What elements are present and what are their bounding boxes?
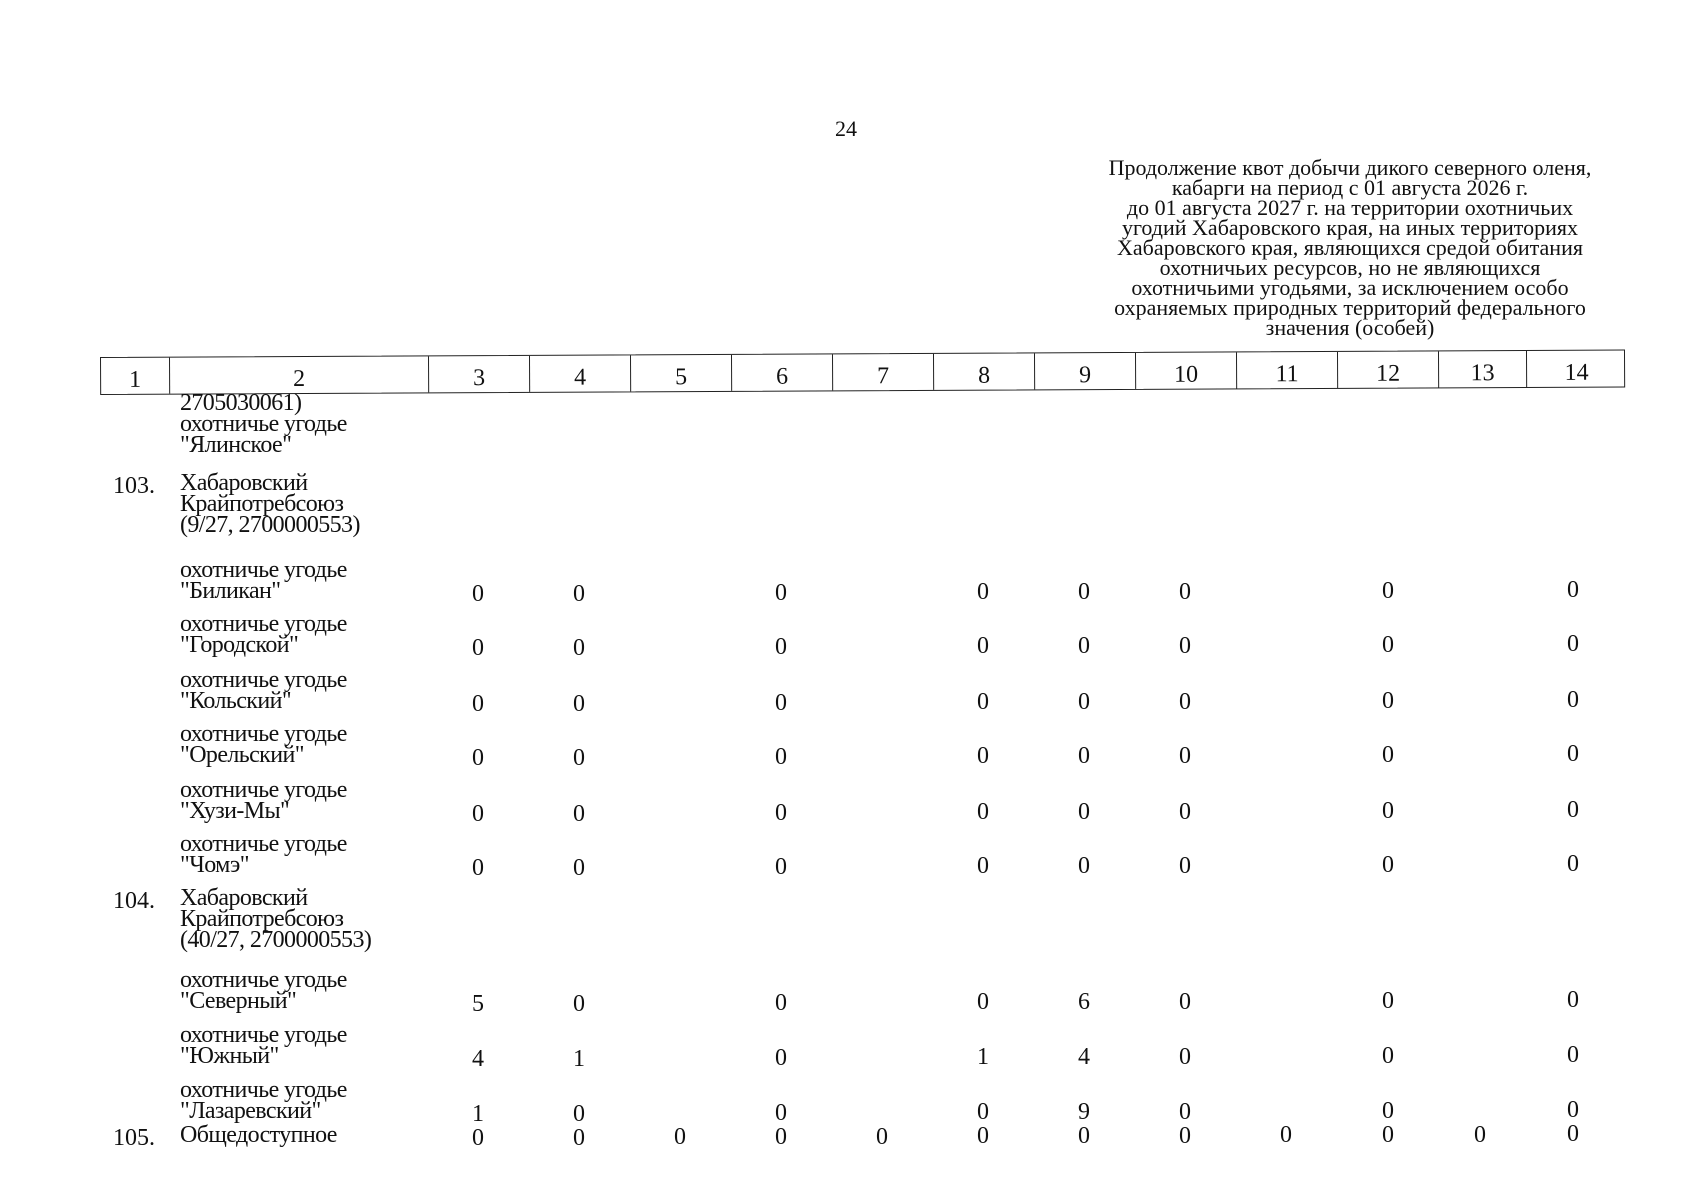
cell-col-8: 0: [977, 633, 989, 660]
cell-col-9: 0: [1078, 632, 1090, 659]
caption-line: охотничьими угодьями, за исключением особо: [1131, 275, 1569, 300]
row-name-line: "Южный": [180, 1043, 279, 1069]
row-name-line: (40/27, 2700000553): [180, 927, 372, 953]
row-name-line: охотничье угодье: [180, 1077, 347, 1103]
cell-col-4: 0: [573, 800, 585, 827]
cell-col-4: 0: [573, 1124, 585, 1151]
cell-col-9: 0: [1078, 1122, 1090, 1149]
cell-col-4: 0: [573, 1100, 585, 1127]
cell-col-4: 0: [573, 690, 585, 717]
cell-col-14: 0: [1567, 1042, 1579, 1069]
row-name-line: "Хузи-Мы": [180, 798, 290, 824]
caption-line: кабарги на период с 01 августа 2026 г.: [1171, 175, 1529, 200]
row-name-line: "Орельский": [180, 742, 304, 768]
column-header-4: 4: [529, 355, 630, 391]
row-name: [180, 967, 347, 1014]
cell-col-14: 0: [1567, 1121, 1579, 1148]
cell-col-8: 0: [977, 989, 989, 1016]
cell-col-6: 0: [775, 853, 787, 880]
column-header-2: 2: [169, 356, 428, 393]
row-name: [180, 1077, 347, 1124]
cell-col-14: 0: [1567, 741, 1579, 768]
cell-col-8: 0: [977, 689, 989, 716]
cell-col-9: 0: [1078, 852, 1090, 879]
row-name-line: Крайпотребсоюз: [180, 491, 344, 517]
cell-col-6: 0: [775, 743, 787, 770]
cell-col-8: 0: [977, 1123, 989, 1150]
cell-col-3: 1: [472, 1101, 484, 1127]
row-name: [180, 1022, 347, 1069]
cell-col-10: 0: [1179, 1098, 1191, 1125]
column-header-9: 9: [1034, 353, 1135, 389]
column-header-6: 6: [731, 354, 832, 390]
row-name-line: охотничье угодье: [180, 411, 347, 437]
cell-col-12: 0: [1382, 577, 1394, 604]
row-name-line: охотничье угодье: [180, 557, 347, 583]
row-name-line: "Биликан": [180, 578, 281, 604]
caption-line: угодий Хабаровского края, на иных территориях: [1121, 215, 1579, 240]
cell-col-3: 5: [472, 991, 484, 1017]
cell-col-12: 0: [1382, 631, 1394, 658]
caption-line: охраняемых природных территорий федерального: [1114, 295, 1586, 320]
row-number: 105.: [113, 1125, 155, 1151]
cell-col-12: 0: [1382, 1097, 1394, 1124]
cell-col-8: 0: [977, 579, 989, 606]
cell-col-9: 0: [1078, 578, 1090, 605]
cell-col-7: 0: [876, 1123, 888, 1150]
row-name: [180, 777, 347, 824]
caption-line: до 01 августа 2027 г. на территории охотничьих: [1126, 195, 1574, 220]
cell-col-12: 0: [1382, 741, 1394, 768]
row-name-line: Хабаровский: [180, 885, 308, 911]
row-name-line: охотничье угодье: [180, 831, 347, 857]
row-name-line: "Чомэ": [180, 852, 249, 878]
cell-col-4: 0: [573, 854, 585, 881]
cell-col-11: 0: [1280, 1122, 1292, 1149]
cell-col-6: 0: [775, 633, 787, 660]
cell-col-5: 0: [674, 1124, 686, 1151]
cell-col-4: 0: [573, 990, 585, 1017]
cell-col-10: 0: [1179, 742, 1191, 769]
cell-col-9: 4: [1078, 1043, 1090, 1070]
cell-col-10: 0: [1179, 688, 1191, 715]
column-header-3: 3: [428, 356, 529, 392]
caption-line: Продолжение квот добычи дикого северного оленя,: [1108, 155, 1592, 180]
cell-col-12: 0: [1382, 851, 1394, 878]
cell-col-9: 0: [1078, 798, 1090, 825]
page-number: 24: [835, 116, 857, 141]
row-name-line: (9/27, 2700000553): [180, 512, 360, 538]
row-name-line: 2705030061): [180, 390, 302, 416]
cell-col-6: 0: [775, 1099, 787, 1126]
cell-col-12: 0: [1382, 687, 1394, 714]
cell-col-8: 0: [977, 1099, 989, 1126]
row-name-line: Крайпотребсоюз: [180, 906, 344, 932]
cell-col-3: 0: [472, 801, 484, 827]
cell-col-3: 4: [472, 1046, 484, 1072]
caption-line: охотничьих ресурсов, но не являющихся: [1159, 255, 1541, 280]
cell-col-6: 0: [775, 579, 787, 606]
cell-col-14: 0: [1567, 687, 1579, 714]
cell-col-3: 0: [472, 691, 484, 717]
cell-col-3: 0: [472, 581, 484, 607]
cell-col-8: 0: [977, 743, 989, 770]
caption-line: значения (особей): [1265, 315, 1435, 340]
cell-col-9: 0: [1078, 742, 1090, 769]
cell-col-9: 6: [1078, 988, 1090, 1015]
column-header-5: 5: [630, 355, 731, 391]
cell-col-14: 0: [1567, 987, 1579, 1014]
cell-col-10: 0: [1179, 1043, 1191, 1070]
row-name-line: охотничье угодье: [180, 667, 347, 693]
cell-col-3: 0: [472, 855, 484, 881]
cell-col-14: 0: [1567, 797, 1579, 824]
cell-col-3: 0: [472, 635, 484, 661]
cell-col-8: 0: [977, 799, 989, 826]
cell-col-12: 0: [1382, 1121, 1394, 1148]
cell-col-14: 0: [1567, 851, 1579, 878]
row-name-line: охотничье угодье: [180, 967, 347, 993]
column-header-11: 11: [1236, 352, 1337, 388]
row-name: [180, 667, 347, 714]
row-name-line: Общедоступное: [180, 1122, 337, 1148]
cell-col-9: 9: [1078, 1098, 1090, 1125]
row-name-line: охотничье угодье: [180, 721, 347, 747]
cell-col-6: 0: [775, 1044, 787, 1071]
cell-col-10: 0: [1179, 578, 1191, 605]
row-name-line: Хабаровский: [180, 470, 308, 496]
cell-col-12: 0: [1382, 1042, 1394, 1069]
row-name-line: охотничье угодье: [180, 777, 347, 803]
cell-col-8: 1: [977, 1044, 989, 1071]
row-name: [180, 1122, 337, 1148]
column-header-1: 1: [129, 366, 142, 393]
column-header-8: 8: [933, 353, 1034, 389]
row-name-line: "Лазаревский": [180, 1098, 321, 1124]
row-name: [180, 390, 347, 458]
cell-col-9: 0: [1078, 688, 1090, 715]
column-header-14: 14: [1526, 351, 1626, 387]
cell-col-12: 0: [1382, 797, 1394, 824]
cell-col-10: 0: [1179, 798, 1191, 825]
cell-col-8: 0: [977, 853, 989, 880]
row-name-line: охотничье угодье: [180, 1022, 347, 1048]
row-name: [180, 885, 372, 953]
cell-col-4: 1: [573, 1045, 585, 1072]
cell-col-3: 0: [472, 745, 484, 771]
row-name: [180, 831, 347, 878]
row-name: [180, 557, 347, 604]
column-header-13: 13: [1438, 351, 1526, 387]
cell-col-14: 0: [1567, 631, 1579, 658]
cell-col-10: 0: [1179, 1122, 1191, 1149]
row-name: [180, 470, 360, 538]
row-number: 104.: [113, 888, 155, 914]
row-name-line: "Кольский": [180, 688, 292, 714]
row-name-line: охотничье угодье: [180, 611, 347, 637]
row-name-line: "Городской": [180, 632, 299, 658]
cell-col-14: 0: [1567, 1097, 1579, 1124]
cell-col-13: 0: [1474, 1121, 1486, 1148]
cell-col-4: 0: [573, 580, 585, 607]
column-header-12: 12: [1337, 351, 1438, 387]
cell-col-10: 0: [1179, 988, 1191, 1015]
row-name-line: "Северный": [180, 988, 297, 1014]
cell-col-6: 0: [775, 689, 787, 716]
cell-col-10: 0: [1179, 632, 1191, 659]
cell-col-6: 0: [775, 1123, 787, 1150]
caption-line: Хабаровского края, являющихся средой обитания: [1117, 235, 1583, 260]
cell-col-3: 0: [472, 1125, 484, 1151]
cell-col-4: 0: [573, 634, 585, 661]
cell-col-12: 0: [1382, 987, 1394, 1014]
column-header-10: 10: [1135, 352, 1236, 388]
column-header-7: 7: [832, 354, 933, 390]
row-number: 103.: [113, 473, 155, 499]
row-name-line: "Ялинское": [180, 432, 292, 458]
cell-col-10: 0: [1179, 852, 1191, 879]
cell-col-6: 0: [775, 799, 787, 826]
cell-col-4: 0: [573, 744, 585, 771]
cell-col-14: 0: [1567, 577, 1579, 604]
cell-col-6: 0: [775, 989, 787, 1016]
row-name: [180, 721, 347, 768]
row-name: [180, 611, 347, 658]
